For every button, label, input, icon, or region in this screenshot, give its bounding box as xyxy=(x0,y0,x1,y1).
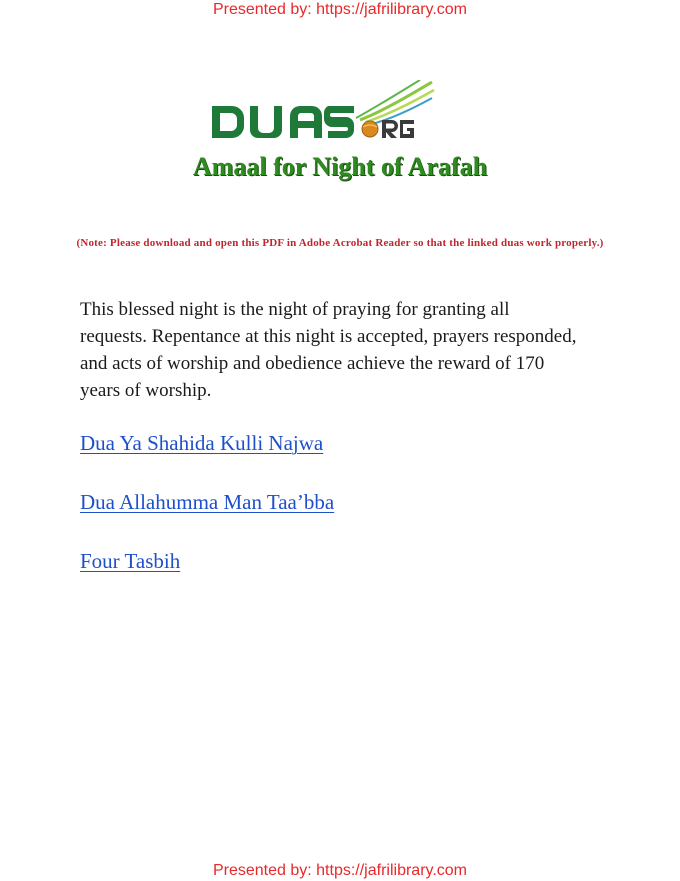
link-dua-allahumma-man-taabba[interactable]: Dua Allahumma Man Taa’bba xyxy=(80,490,335,514)
intro-paragraph: This blessed night is the night of praying for granting all requests. Repentance at this night is accepted, prayers responded, and acts of worship and obedience achieve the reward of 170 years of worship. xyxy=(80,299,577,401)
acrobat-note: (Note: Please download and open this PDF in Adobe Acrobat Reader so that the linked duas work properly.) xyxy=(76,237,604,249)
link-dua-ya-shahida[interactable]: Dua Ya Shahida Kulli Najwa xyxy=(80,431,324,455)
document-title: Amaal for Night of Arafah xyxy=(192,152,488,181)
link-four-tasbih[interactable]: Four Tasbih xyxy=(80,549,181,573)
presented-by-footer: Presented by: https://jafrilibrary.com xyxy=(212,862,468,879)
duas-org-logo xyxy=(210,80,440,144)
presented-by-header: Presented by: https://jafrilibrary.com xyxy=(212,1,468,18)
duas-logo-icon xyxy=(210,80,440,144)
